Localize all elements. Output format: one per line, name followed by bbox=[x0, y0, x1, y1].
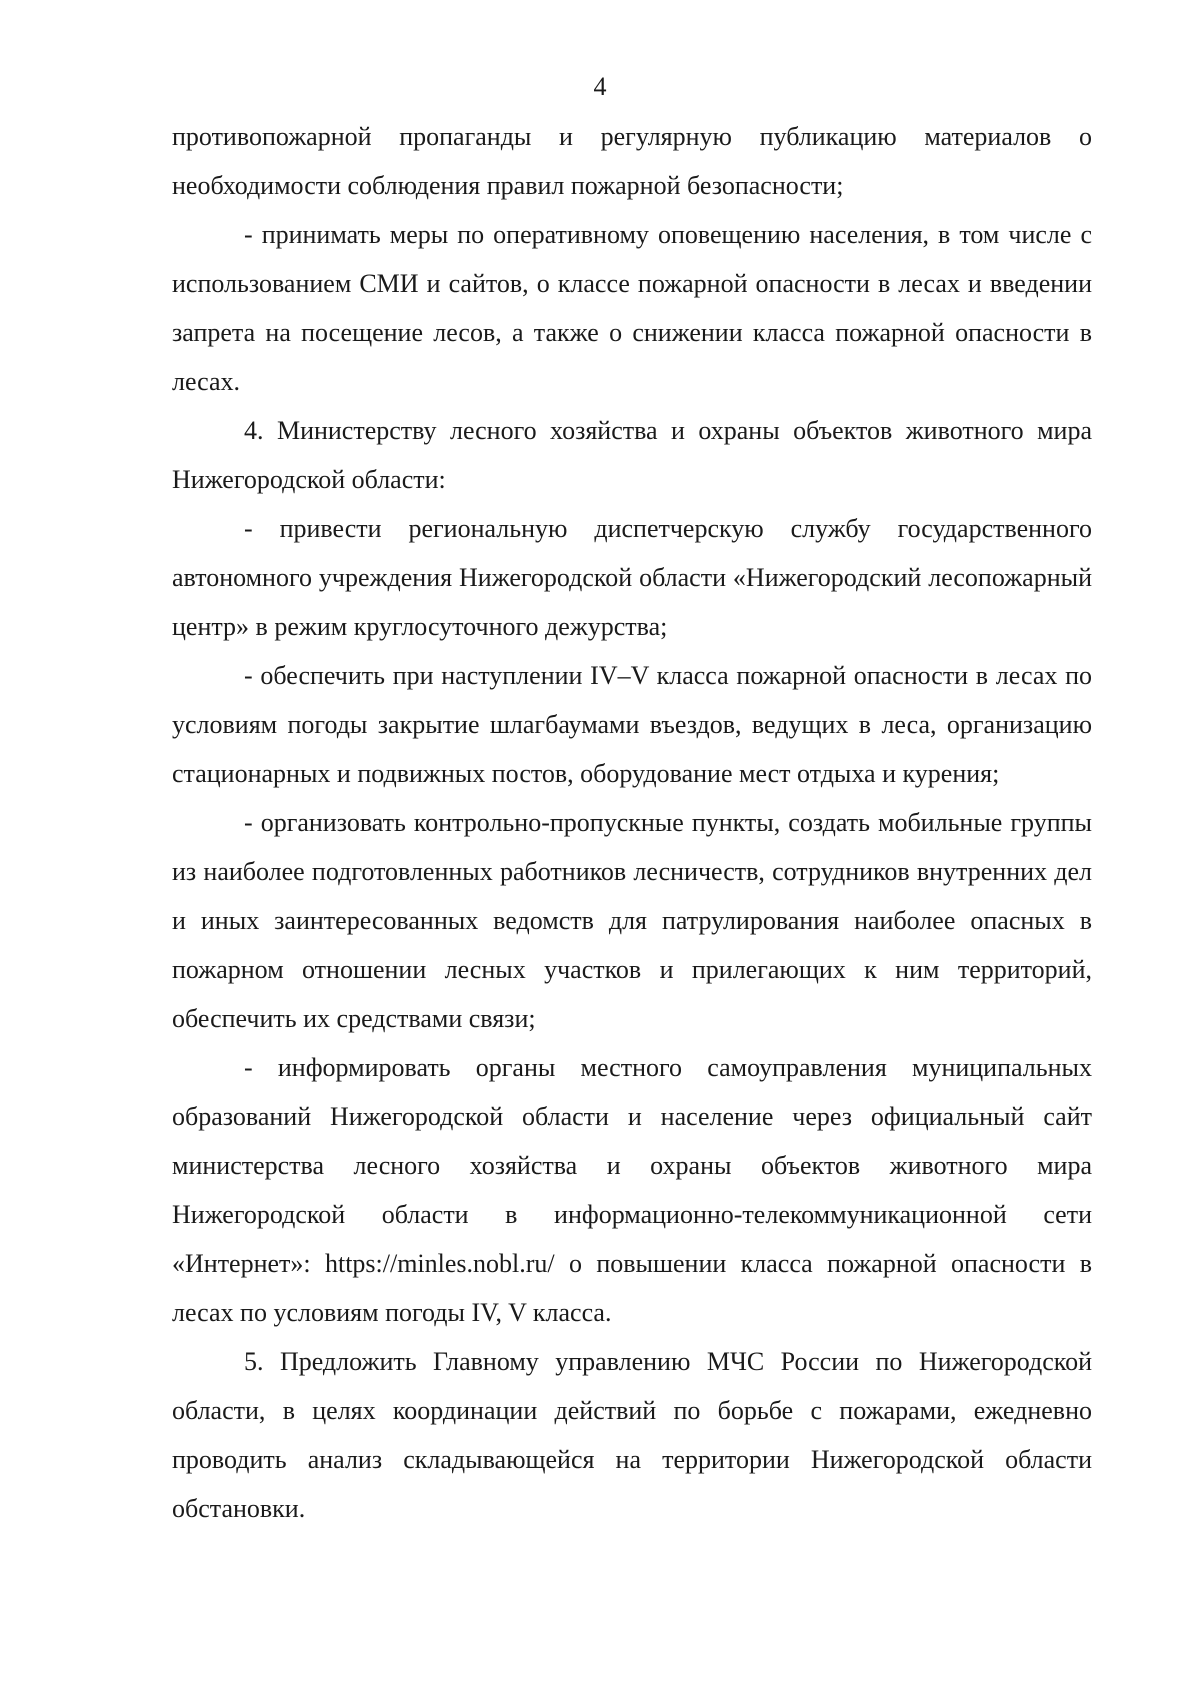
paragraph-inform-authorities: - информировать органы местного самоуправления муниципальных образований Нижегородской области и население через официальный сайт министерства лесного хозяйства и охраны объектов животного мира Нижегородской области в информационно-телекоммуникационной сети «Интернет»: https://minles.nobl.ru/ о повышении класса пожарной опасности в лесах по условиям погоды IV, V класса. bbox=[172, 1053, 1092, 1327]
paragraph-dispatch-service: - привести региональную диспетчерскую службу государственного автономного учреждения Нижегородской области «Нижегородский лесопожарный центр» в режим круглосуточного дежурства; bbox=[172, 514, 1092, 641]
paragraph-notify-population: - принимать меры по оперативному оповещению населения, в том числе с использованием СМИ и сайтов, о классе пожарной опасности в лесах и введении запрета на посещение лесов, а также о снижении класса пожарной опасности в лесах. bbox=[172, 220, 1092, 396]
document-body bbox=[172, 112, 1092, 1533]
paragraph-continuation: противопожарной пропаганды и регулярную публикацию материалов о необходимости соблюдения правил пожарной безопасности; bbox=[172, 122, 1092, 200]
paragraph-item-5-emercom: 5. Предложить Главному управлению МЧС России по Нижегородской области, в целях координации действий по борьбе с пожарами, ежедневно проводить анализ складывающейся на территории Нижегородской области обстановки. bbox=[172, 1347, 1092, 1523]
page-number: 4 bbox=[593, 72, 607, 101]
paragraph-barriers-posts: - обеспечить при наступлении IV–V класса пожарной опасности в лесах по условиям погоды закрытие шлагбаумами въездов, ведущих в леса, организацию стационарных и подвижных постов, оборудование мест отдыха и курения; bbox=[172, 661, 1092, 788]
paragraph-item-4-heading: 4. Министерству лесного хозяйства и охраны объектов животного мира Нижегородской области: bbox=[172, 416, 1092, 494]
paragraph-checkpoints-patrols: - организовать контрольно-пропускные пункты, создать мобильные группы из наиболее подготовленных работников лесничеств, сотрудников внутренних дел и иных заинтересованных ведомств для патрулирования наиболее опасных в пожарном отношении лесных участков и прилегающих к ним территорий, обеспечить их средствами связи; bbox=[172, 808, 1092, 1033]
